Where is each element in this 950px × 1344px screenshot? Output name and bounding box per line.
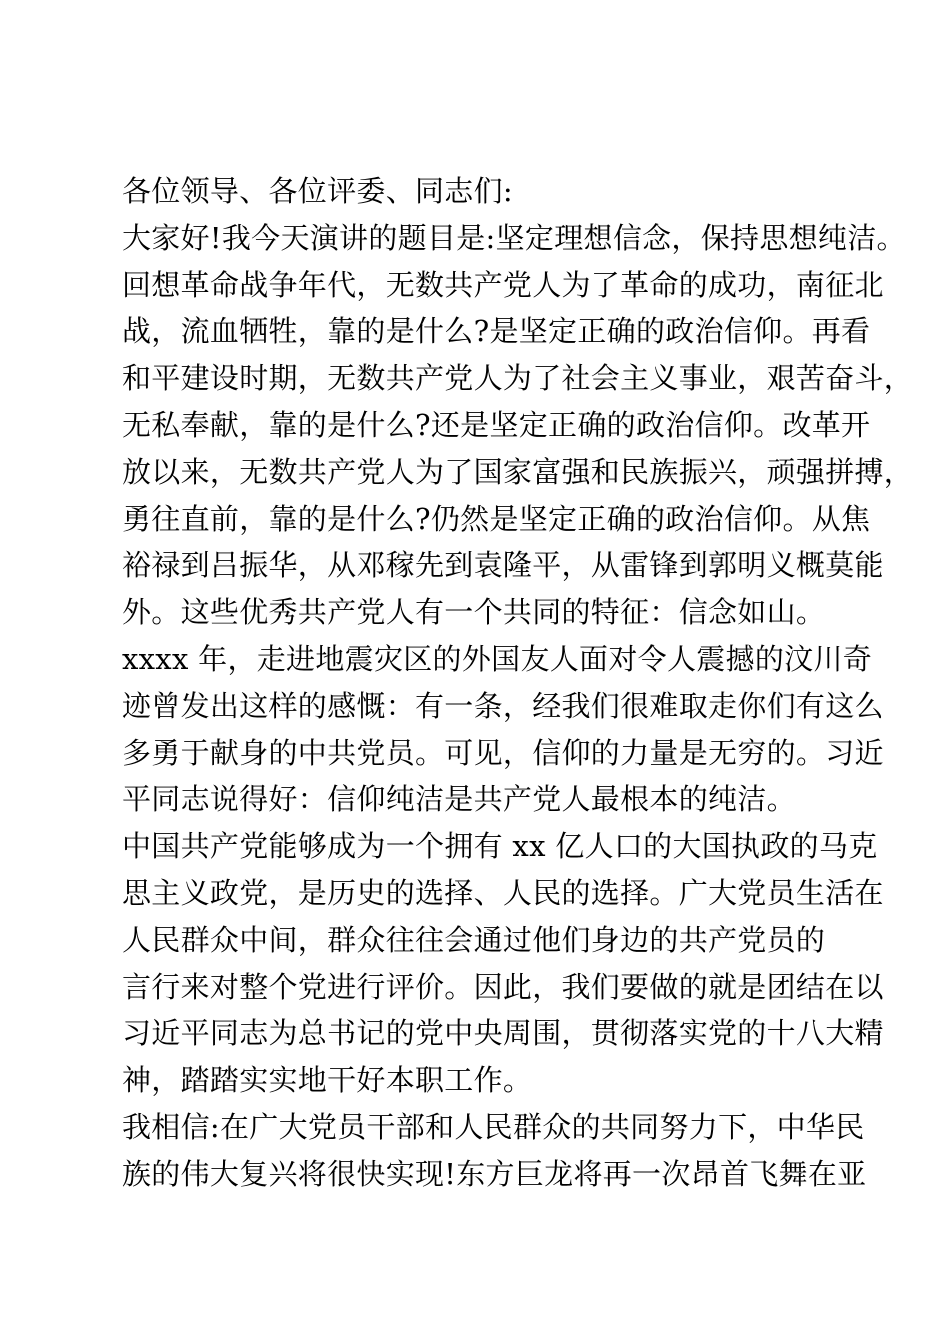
text-line: 多勇于献身的中共党员。可见，信仰的力量是无穷的。习近 — [122, 735, 884, 770]
text-line: 裕禄到吕振华，从邓稼先到袁隆平，从雷锋到郭明义概莫能 — [122, 548, 884, 583]
text-line: 习近平同志为总书记的党中央周围，贯彻落实党的十八大精 — [122, 1016, 884, 1051]
text-line: 族的伟大复兴将很快实现!东方巨龙将再一次昂首飞舞在亚 — [122, 1156, 867, 1191]
text-line: xxxx 年，走进地震灾区的外国友人面对令人震撼的汶川奇 — [122, 641, 873, 676]
text-line: 勇往直前，靠的是什么?仍然是坚定正确的政治信仰。从焦 — [122, 501, 871, 536]
text-line: 中国共产党能够成为一个拥有 xx 亿人口的大国执政的马克 — [122, 829, 878, 864]
text-line: 神，踏踏实实地干好本职工作。 — [122, 1063, 533, 1098]
text-line: 无私奉献，靠的是什么?还是坚定正确的政治信仰。改革开 — [122, 407, 871, 442]
text-line: 外。这些优秀共产党人有一个共同的特征：信念如山。 — [122, 595, 826, 630]
text-line: 回想革命战争年代，无数共产党人为了革命的成功，南征北 — [122, 267, 884, 302]
text-line: 平同志说得好：信仰纯洁是共产党人最根本的纯洁。 — [122, 782, 796, 817]
speech-text — [122, 168, 922, 1198]
text-line: 人民群众中间，群众往往会通过他们身边的共产党员的 — [122, 922, 826, 957]
text-line: 思主义政党，是历史的选择、人民的选择。广大党员生活在 — [122, 875, 884, 910]
text-line: 战，流血牺牲，靠的是什么?是坚定正确的政治信仰。再看 — [122, 314, 871, 349]
text-line: 迹曾发出这样的感慨：有一条，经我们很难取走你们有这么 — [122, 688, 884, 723]
text-line-greeting: 各位领导、各位评委、同志们: — [122, 174, 513, 208]
text-line: 我相信:在广大党员干部和人民群众的共同努力下，中华民 — [122, 1109, 865, 1144]
text-line: 大家好!我今天演讲的题目是:坚定理想信念，保持思想纯洁。 — [122, 220, 906, 255]
text-line: 言行来对整个党进行评价。因此，我们要做的就是团结在以 — [122, 969, 884, 1004]
text-line: 和平建设时期，无数共产党人为了社会主义事业，艰苦奋斗， — [122, 361, 914, 396]
text-line: 放以来，无数共产党人为了国家富强和民族振兴，顽强拼搏， — [122, 454, 914, 489]
